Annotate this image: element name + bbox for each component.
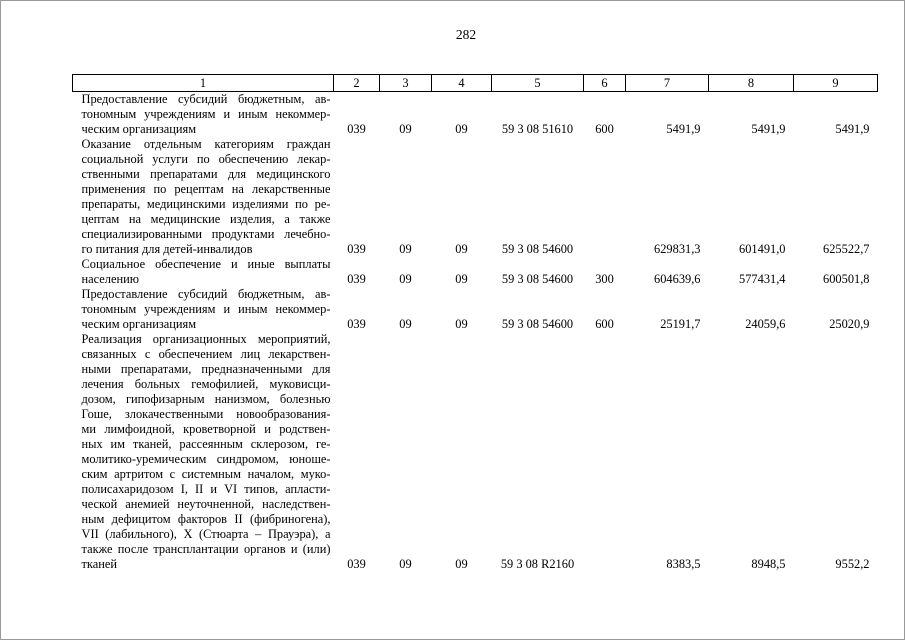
cell-col4: 09 [455,557,468,571]
header-col-6: 6 [584,75,626,92]
cell-col4: 09 [455,272,468,286]
cell-col2: 039 [347,272,366,286]
header-col-3: 3 [380,75,432,92]
cell-col6: 300 [595,272,614,286]
cell-col5: 59 3 08 54600 [501,272,574,286]
header-col-5: 5 [492,75,584,92]
cell-col9: 9552,2 [835,557,870,571]
cell-col5: 59 3 08 51610 [501,122,574,136]
cell-col2: 039 [347,122,366,136]
header-col-1: 1 [73,75,334,92]
table-row [73,92,878,138]
page-number: 282 [455,27,477,42]
cell-col7: 629831,3 [654,242,701,256]
table-body [73,92,878,573]
cell-col2: 039 [347,317,366,331]
table-row [73,332,878,572]
table-header-row [73,75,878,92]
cell-col3: 09 [399,272,412,286]
header-col-8: 8 [709,75,794,92]
table-row [73,137,878,257]
table-row [73,257,878,287]
budget-table [72,74,878,572]
header-col-2: 2 [334,75,380,92]
cell-col8: 8948,5 [751,557,786,571]
cell-col7: 5491,9 [666,122,701,136]
cell-col6 [584,137,626,257]
cell-col2: 039 [347,242,366,256]
cell-col8: 5491,9 [751,122,786,136]
cell-col6 [584,332,626,572]
row-description: Предоставление субсидий бюджетным, ав- тономным учреждениям и иным некоммер- ческим организациям [81,92,331,136]
cell-col9: 5491,9 [835,122,870,136]
cell-col5: 59 3 08 54600 [501,242,574,256]
row-description: Оказание отдельным категориям граждан социальной услуги по обеспечению лекар- ственными препаратами для медицинского применения по рецептам на лекарственные препараты, медицинскими изделиями по ре- цептам на медицинские изделия, а также специализированными продуктами лечебно- го питания для детей-инвалидов [81,137,331,256]
cell-col4: 09 [455,242,468,256]
cell-col9: 625522,7 [823,242,870,256]
cell-col6: 600 [595,122,614,136]
header-col-7: 7 [626,75,709,92]
cell-col8: 577431,4 [739,272,786,286]
cell-col5: 59 3 08 R2160 [500,557,575,571]
cell-col3: 09 [399,317,412,331]
cell-col3: 09 [399,242,412,256]
cell-col9: 600501,8 [823,272,870,286]
cell-col7: 8383,5 [666,557,701,571]
header-col-9: 9 [794,75,878,92]
cell-col8: 601491,0 [739,242,786,256]
cell-col4: 09 [455,317,468,331]
cell-col8: 24059,6 [745,317,786,331]
cell-col7: 604639,6 [654,272,701,286]
row-description: Социальное обеспечение и иные выплаты населению [81,257,331,286]
row-description: Реализация организационных мероприятий, связанных с обеспечением лиц лекарствен- ными препаратами, предназначенными для лечения больных гемофилией, муковисци- дозом, гипофизарным нанизмом, болезнью Гоше, злокачественными новообразования- ми лимфоидной, кроветворной и родствен- ных им тканей, рассеянным склерозом, ге- молитико-уремическим синдромом, юноше- ским артритом с системным началом, муко- полисахаридозом I, II и VI типов, апласти- ческой анемией неуточненной, наследствен- ным дефицитом факторов II (фибриногена), VII (лабильного), X (Стюарта – Прауэра), а также после трансплантации органов и (или) тканей [81,332,331,571]
cell-col7: 25191,7 [660,317,701,331]
cell-col4: 09 [455,122,468,136]
table-header [73,75,878,92]
cell-col9: 25020,9 [829,317,870,331]
cell-col5: 59 3 08 54600 [501,317,574,331]
cell-col2: 039 [347,557,366,571]
header-col-4: 4 [432,75,492,92]
cell-col6: 600 [595,317,614,331]
cell-col3: 09 [399,122,412,136]
cell-col3: 09 [399,557,412,571]
row-description: Предоставление субсидий бюджетным, ав- тономным учреждениям и иным некоммер- ческим организациям [81,287,331,331]
table-row [73,287,878,332]
